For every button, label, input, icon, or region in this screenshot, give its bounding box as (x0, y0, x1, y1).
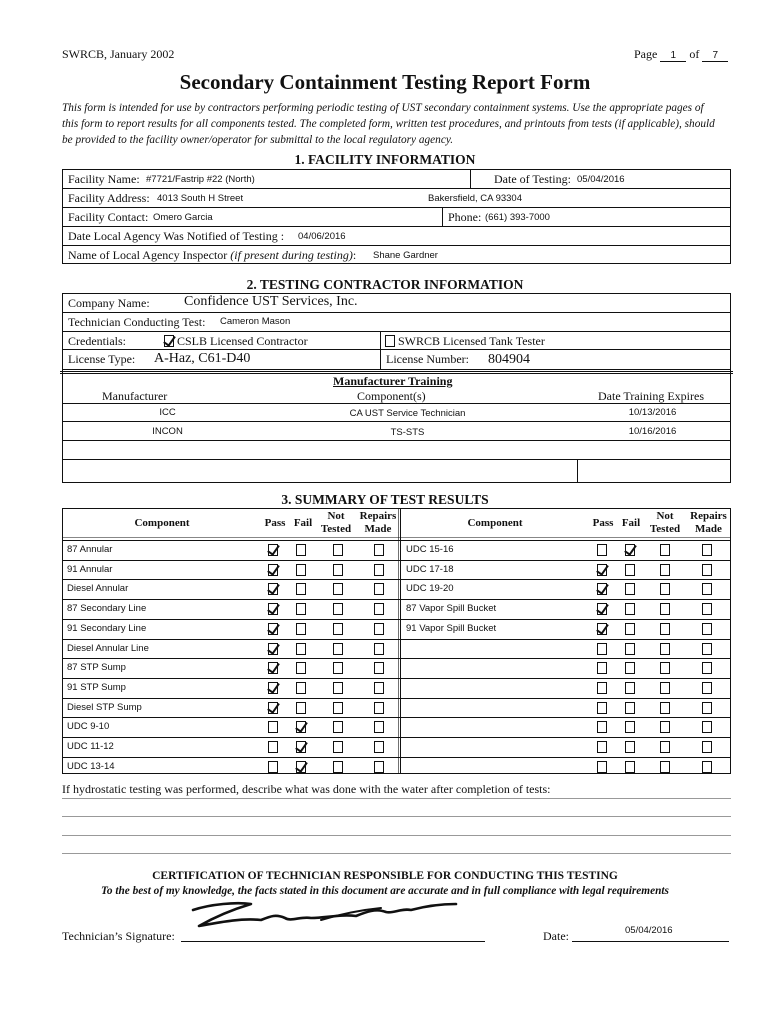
summary-left-row-6-pass-checkbox[interactable] (268, 643, 278, 655)
summary-right-row-4-repairs-made-checkbox[interactable] (702, 603, 712, 615)
notified-label: Date Local Agency Was Notified of Testing : (68, 229, 285, 243)
summary-left-row-2-pass-checkbox[interactable] (268, 564, 278, 576)
summary-left-row-9-component: Diesel STP Sump (67, 702, 142, 713)
license-number-value[interactable]: 804904 (488, 352, 530, 367)
summary-left-row-5-repairs-made-checkbox[interactable] (374, 623, 384, 635)
summary-left-row-6-not-tested-checkbox[interactable] (333, 643, 343, 655)
summary-right-row-2-component: UDC 17-18 (406, 564, 454, 575)
form-id: SWRCB, January 2002 (62, 47, 175, 61)
summary-left-row-4-component: 87 Secondary Line (67, 603, 147, 614)
summary-right-row-4-pass-checkbox[interactable] (597, 603, 607, 615)
summary-left-row-12-pass-checkbox[interactable] (268, 761, 278, 773)
summary-left-row-9-not-tested-checkbox[interactable] (333, 702, 343, 714)
summary-right-row-11-pass-checkbox[interactable] (597, 741, 607, 753)
facility-contact-label: Facility Contact: (68, 210, 149, 224)
summary-right-row-5-repairs-made-checkbox[interactable] (702, 623, 712, 635)
summary-right-row-12-repairs-made-checkbox[interactable] (702, 761, 712, 773)
signature-field[interactable] (181, 926, 485, 942)
summary-left-row-1-fail-checkbox[interactable] (296, 544, 306, 556)
summary-right-row-2-fail-checkbox[interactable] (625, 564, 635, 576)
table-row-divider (400, 599, 731, 600)
summary-left-row-3-pass-checkbox[interactable] (268, 583, 278, 595)
summary-right-row-3-repairs-made-checkbox[interactable] (702, 583, 712, 595)
summary-right-row-7-not-tested-checkbox[interactable] (660, 662, 670, 674)
summary-left-row-6-component: Diesel Annular Line (67, 643, 149, 654)
inspector-value[interactable]: Shane Gardner (373, 250, 438, 261)
summary-left-row-11-component: UDC 11-12 (67, 741, 114, 752)
summary-left-row-5-fail-checkbox[interactable] (296, 623, 306, 635)
table-row-divider (62, 737, 400, 738)
summary-right-row-1-repairs-made-checkbox[interactable] (702, 544, 712, 556)
summary-left-row-7-repairs-made-checkbox[interactable] (374, 662, 384, 674)
hydrostatic-question: If hydrostatic testing was performed, describe what was done with the water after completion of tests: (62, 782, 551, 796)
summary-left-row-7-fail-checkbox[interactable] (296, 662, 306, 674)
facility-section-title: 1. FACILITY INFORMATION (294, 152, 476, 167)
training-row-1-component[interactable]: CA UST Service Technician (349, 408, 466, 419)
table-row-divider (62, 560, 400, 561)
table-row-divider (400, 737, 731, 738)
summary-right-row-4-not-tested-checkbox[interactable] (660, 603, 670, 615)
summary-left-row-12-not-tested-checkbox[interactable] (333, 761, 343, 773)
summary-left-row-12-fail-checkbox[interactable] (296, 761, 306, 773)
summary-right-row-1-not-tested-checkbox[interactable] (660, 544, 670, 556)
table-row-divider (400, 757, 731, 758)
signature-label: Technician’s Signature: (62, 929, 175, 943)
summary-right-row-9-not-tested-checkbox[interactable] (660, 702, 670, 714)
summary-right-row-12-pass-checkbox[interactable] (597, 761, 607, 773)
credentials-label: Credentials: (68, 334, 126, 348)
summary-right-row-1-fail-checkbox[interactable] (625, 544, 635, 556)
summary-right-row-6-pass-checkbox[interactable] (597, 643, 607, 655)
summary-left-row-1-not-tested-checkbox[interactable] (333, 544, 343, 556)
summary-header-not-tested-right: Not Tested (649, 510, 681, 535)
table-row-divider (400, 717, 731, 718)
summary-header-pass-right: Pass (592, 517, 614, 529)
summary-left-row-11-not-tested-checkbox[interactable] (333, 741, 343, 753)
training-row-2-manufacturer[interactable]: INCON (152, 426, 183, 437)
summary-left-row-1-pass-checkbox[interactable] (268, 544, 278, 556)
summary-left-row-7-component: 87 STP Sump (67, 662, 126, 673)
training-header-line2: Component(s) (357, 389, 426, 403)
summary-left-row-5-pass-checkbox[interactable] (268, 623, 278, 635)
summary-left-row-3-not-tested-checkbox[interactable] (333, 583, 343, 595)
summary-header-component-left: Component (134, 517, 190, 529)
summary-right-row-11-not-tested-checkbox[interactable] (660, 741, 670, 753)
table-row-divider (62, 599, 400, 600)
table-row-divider (62, 639, 400, 640)
summary-left-row-12-component: UDC 13-14 (67, 761, 115, 772)
summary-right-row-11-fail-checkbox[interactable] (625, 741, 635, 753)
summary-right-row-6-not-tested-checkbox[interactable] (660, 643, 670, 655)
summary-right-row-7-fail-checkbox[interactable] (625, 662, 635, 674)
summary-right-row-1-component: UDC 15-16 (406, 544, 454, 555)
summary-left-row-4-pass-checkbox[interactable] (268, 603, 278, 615)
summary-left-row-3-component: Diesel Annular (67, 583, 129, 594)
facility-city-value[interactable]: Bakersfield, CA 93304 (428, 193, 523, 204)
table-row-divider (62, 698, 400, 699)
table-row-divider (400, 619, 731, 620)
summary-left-row-6-repairs-made-checkbox[interactable] (374, 643, 384, 655)
summary-right-row-11-repairs-made-checkbox[interactable] (702, 741, 712, 753)
table-row-divider (400, 698, 731, 699)
summary-left-row-6-fail-checkbox[interactable] (296, 643, 306, 655)
summary-header-repairs-left: Repairs Made (359, 510, 397, 535)
signature-image (181, 896, 485, 936)
summary-right-row-9-pass-checkbox[interactable] (597, 702, 607, 714)
summary-left-row-8-not-tested-checkbox[interactable] (333, 682, 343, 694)
page-number: 1 (660, 50, 686, 62)
summary-left-row-2-fail-checkbox[interactable] (296, 564, 306, 576)
summary-left-row-4-fail-checkbox[interactable] (296, 603, 306, 615)
summary-right-row-3-component: UDC 19-20 (406, 583, 454, 594)
summary-right-row-3-fail-checkbox[interactable] (625, 583, 635, 595)
summary-left-row-4-not-tested-checkbox[interactable] (333, 603, 343, 615)
summary-right-row-5-pass-checkbox[interactable] (597, 623, 607, 635)
form-title: Secondary Containment Testing Report Form (179, 70, 591, 94)
table-row-divider (62, 658, 400, 659)
license-type-value[interactable]: A-Haz, C61-D40 (154, 351, 251, 366)
company-name-value[interactable]: Confidence UST Services, Inc. (184, 294, 358, 309)
page-total: 7 (702, 50, 728, 62)
facility-name-label: Facility Name: (68, 172, 140, 186)
technician-label: Technician Conducting Test: (68, 315, 206, 329)
certification-title: CERTIFICATION OF TECHNICIAN RESPONSIBLE FOR CONDUCTING THIS TESTING (152, 870, 618, 882)
summary-left-row-11-pass-checkbox[interactable] (268, 741, 278, 753)
summary-right-row-10-pass-checkbox[interactable] (597, 721, 607, 733)
summary-right-row-5-not-tested-checkbox[interactable] (660, 623, 670, 635)
facility-address-label: Facility Address: (68, 191, 150, 205)
summary-right-row-5-fail-checkbox[interactable] (625, 623, 635, 635)
notified-value[interactable]: 04/06/2016 (298, 231, 346, 242)
summary-right-row-8-not-tested-checkbox[interactable] (660, 682, 670, 694)
summary-header-not-tested-left: Not Tested (320, 510, 352, 535)
summary-header-component-right: Component (467, 517, 523, 529)
summary-right-row-9-repairs-made-checkbox[interactable] (702, 702, 712, 714)
facility-address-value[interactable]: 4013 South H Street (157, 193, 244, 204)
summary-left-row-2-repairs-made-checkbox[interactable] (374, 564, 384, 576)
summary-left-row-3-fail-checkbox[interactable] (296, 583, 306, 595)
summary-right-row-9-fail-checkbox[interactable] (625, 702, 635, 714)
summary-left-row-2-component: 91 Annular (67, 564, 113, 575)
summary-right-row-2-not-tested-checkbox[interactable] (660, 564, 670, 576)
summary-left-row-9-pass-checkbox[interactable] (268, 702, 278, 714)
summary-left-row-10-component: UDC 9-10 (67, 721, 110, 732)
table-row-divider (62, 678, 400, 679)
page-label: Page (634, 47, 658, 61)
contractor-section-title: 2. TESTING CONTRACTOR INFORMATION (246, 277, 524, 292)
table-row-divider (62, 757, 400, 758)
summary-left-row-9-repairs-made-checkbox[interactable] (374, 702, 384, 714)
date-of-testing-value[interactable]: 05/04/2016 (577, 174, 625, 185)
summary-right-row-8-fail-checkbox[interactable] (625, 682, 635, 694)
facility-name-value[interactable]: #7721/Fastrip #22 (North) (146, 174, 255, 185)
summary-left-row-8-component: 91 STP Sump (67, 682, 126, 693)
table-row-divider (62, 579, 400, 580)
summary-right-row-10-repairs-made-checkbox[interactable] (702, 721, 712, 733)
swrcb-label: SWRCB Licensed Tank Tester (398, 334, 545, 348)
license-number-label: License Number: (386, 352, 469, 366)
summary-right-row-2-pass-checkbox[interactable] (597, 564, 607, 576)
summary-left-row-11-fail-checkbox[interactable] (296, 741, 306, 753)
summary-header-fail-left: Fail (293, 517, 313, 529)
training-header-line1: Manufacturer Training (333, 374, 453, 388)
of-label: of (689, 47, 700, 61)
phone-value[interactable]: (661) 393-7000 (485, 212, 550, 223)
training-row-1-manufacturer[interactable]: ICC (159, 407, 176, 418)
summary-header-fail-right: Fail (621, 517, 641, 529)
date-of-testing-label: Date of Testing: (494, 172, 571, 186)
table-row-divider (400, 639, 731, 640)
summary-header-repairs-right: Repairs Made (690, 510, 727, 535)
summary-left-row-7-not-tested-checkbox[interactable] (333, 662, 343, 674)
training-header-expires: Date Training Expires (598, 389, 704, 403)
table-row-divider (62, 717, 400, 718)
summary-left-row-8-pass-checkbox[interactable] (268, 682, 278, 694)
form-intro: This form is intended for use by contractors performing periodic testing of UST secondary containment systems. Use the appropriate pages of this form to report results for all components tested. The completed form, written test procedures, and printouts from tests (if applicable), should be provided to the facility owner/operator for submittal to the local regulatory agency. (62, 102, 715, 146)
license-type-label: License Type: (68, 352, 136, 366)
summary-right-row-12-fail-checkbox[interactable] (625, 761, 635, 773)
summary-left-row-5-component: 91 Secondary Line (67, 623, 147, 634)
summary-left-row-7-pass-checkbox[interactable] (268, 662, 278, 674)
summary-right-row-6-repairs-made-checkbox[interactable] (702, 643, 712, 655)
phone-label: Phone: (448, 210, 482, 224)
table-row-divider (400, 579, 731, 580)
cert-date-value: 05/04/2016 (625, 925, 673, 936)
summary-right-row-7-pass-checkbox[interactable] (597, 662, 607, 674)
summary-left-row-1-component: 87 Annular (67, 544, 113, 555)
cslb-label: CSLB Licensed Contractor (177, 334, 308, 348)
summary-right-row-5-component: 91 Vapor Spill Bucket (406, 623, 497, 634)
table-row-divider (62, 619, 400, 620)
summary-header-pass-left: Pass (264, 517, 286, 529)
summary-right-row-10-fail-checkbox[interactable] (625, 721, 635, 733)
summary-left-row-3-repairs-made-checkbox[interactable] (374, 583, 384, 595)
table-row-divider (400, 560, 731, 561)
summary-right-row-4-fail-checkbox[interactable] (625, 603, 635, 615)
summary-left-row-5-not-tested-checkbox[interactable] (333, 623, 343, 635)
technician-value[interactable]: Cameron Mason (220, 316, 291, 327)
training-row-2-component[interactable]: TS-STS (390, 427, 425, 438)
training-row-2-expires[interactable]: 10/16/2016 (628, 426, 677, 437)
company-name-label: Company Name: (68, 296, 150, 310)
summary-left-row-10-fail-checkbox[interactable] (296, 721, 306, 733)
cert-date-label: Date: (543, 929, 569, 943)
summary-left-row-9-fail-checkbox[interactable] (296, 702, 306, 714)
summary-left-row-8-repairs-made-checkbox[interactable] (374, 682, 384, 694)
summary-right-row-3-not-tested-checkbox[interactable] (660, 583, 670, 595)
inspector-colon: : (352, 248, 357, 262)
inspector-label-text: Name of Local Agency Inspector (68, 248, 228, 262)
cert-date-field[interactable] (572, 926, 729, 942)
summary-left-row-10-pass-checkbox[interactable] (268, 721, 278, 733)
table-row-divider (400, 658, 731, 659)
summary-right-row-8-repairs-made-checkbox[interactable] (702, 682, 712, 694)
summary-right-row-10-not-tested-checkbox[interactable] (660, 721, 670, 733)
certification-statement: To the best of my knowledge, the facts stated in this document are accurate and in full compliance with legal requirements (101, 885, 669, 897)
summary-left-row-1-repairs-made-checkbox[interactable] (374, 544, 384, 556)
facility-contact-value[interactable]: Omero Garcia (153, 212, 213, 223)
summary-left-row-10-repairs-made-checkbox[interactable] (374, 721, 384, 733)
summary-right-row-1-pass-checkbox[interactable] (597, 544, 607, 556)
summary-left-row-11-repairs-made-checkbox[interactable] (374, 741, 384, 753)
summary-left-row-8-fail-checkbox[interactable] (296, 682, 306, 694)
summary-right-row-8-pass-checkbox[interactable] (597, 682, 607, 694)
summary-right-row-3-pass-checkbox[interactable] (597, 583, 607, 595)
summary-right-row-12-not-tested-checkbox[interactable] (660, 761, 670, 773)
summary-right-row-4-component: 87 Vapor Spill Bucket (406, 603, 497, 614)
summary-left-row-10-not-tested-checkbox[interactable] (333, 721, 343, 733)
summary-right-row-6-fail-checkbox[interactable] (625, 643, 635, 655)
summary-left-row-2-not-tested-checkbox[interactable] (333, 564, 343, 576)
training-header-manufacturer: Manufacturer (102, 389, 168, 403)
summary-left-row-12-repairs-made-checkbox[interactable] (374, 761, 384, 773)
summary-section-title: 3. SUMMARY OF TEST RESULTS (281, 492, 489, 507)
inspector-note: (if present during testing) (230, 248, 353, 262)
table-row-divider (400, 678, 731, 679)
summary-left-row-4-repairs-made-checkbox[interactable] (374, 603, 384, 615)
summary-right-row-7-repairs-made-checkbox[interactable] (702, 662, 712, 674)
training-row-1-expires[interactable]: 10/13/2016 (628, 407, 677, 418)
summary-right-row-2-repairs-made-checkbox[interactable] (702, 564, 712, 576)
